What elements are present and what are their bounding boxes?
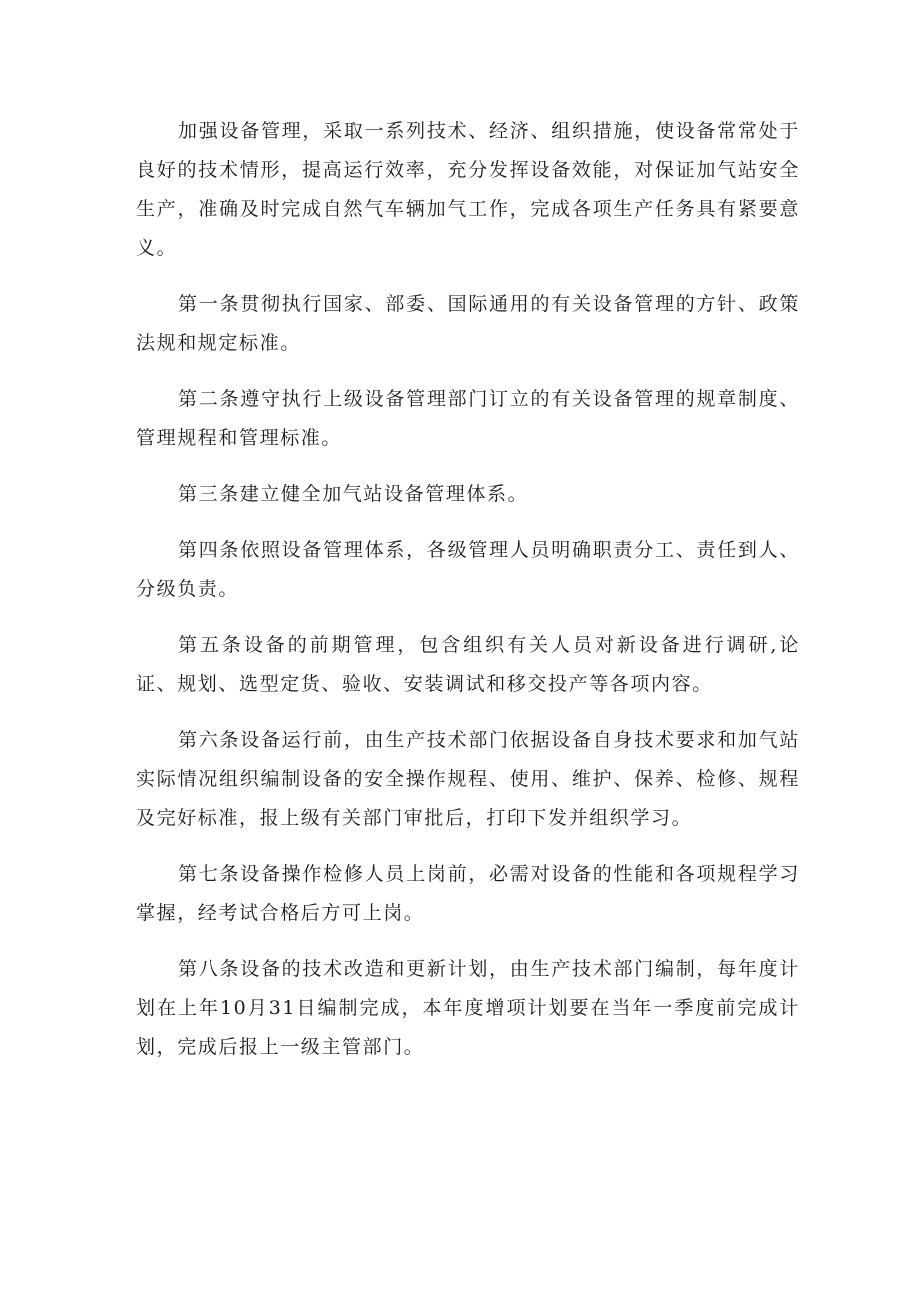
document-body (136, 112, 800, 1084)
paragraph-article-6: 第六条设备运行前，由生产技术部门依据设备自身技术要求和加气站实际情况组织编制设备的安全操作规程、使用、维护、保养、检修、规程及完好标准，报上级有关部门审批后，打印下发并组织学习。 (136, 729, 800, 829)
paragraph-article-4: 第四条依照设备管理体系，各级管理人员明确职责分工、责任到人、分级负责。 (136, 539, 800, 600)
paragraph-article-5: 第五条设备的前期管理，包含组织有关人员对新设备进行调研,论证、规划、选型定货、验收、安装调试和移交投产等各项内容。 (136, 634, 800, 695)
paragraph-article-8: 第八条设备的技术改造和更新计划，由生产技术部门编制，每年度计划在上年10月31日编制完成，本年度增项计划要在当年一季度前完成计划，完成后报上一级主管部门。 (136, 958, 800, 1058)
paragraph-intro: 加强设备管理，采取一系列技术、经济、组织措施，使设备常常处于良好的技术情形，提高运行效率，充分发挥设备效能，对保证加气站安全生产，准确及时完成自然气车辆加气工作，完成各项生产任务具有紧要意义。 (136, 120, 800, 259)
paragraph-article-2: 第二条遵守执行上级设备管理部门订立的有关设备管理的规章制度、管理规程和管理标准。 (136, 388, 800, 449)
paragraph-article-1: 第一条贯彻执行国家、部委、国际通用的有关设备管理的方针、政策法规和规定标准。 (136, 293, 800, 354)
paragraph-article-3: 第三条建立健全加气站设备管理体系。 (178, 483, 529, 505)
paragraph-article-7: 第七条设备操作检修人员上岗前，必需对设备的性能和各项规程学习掌握，经考试合格后方可上岗。 (136, 863, 800, 924)
